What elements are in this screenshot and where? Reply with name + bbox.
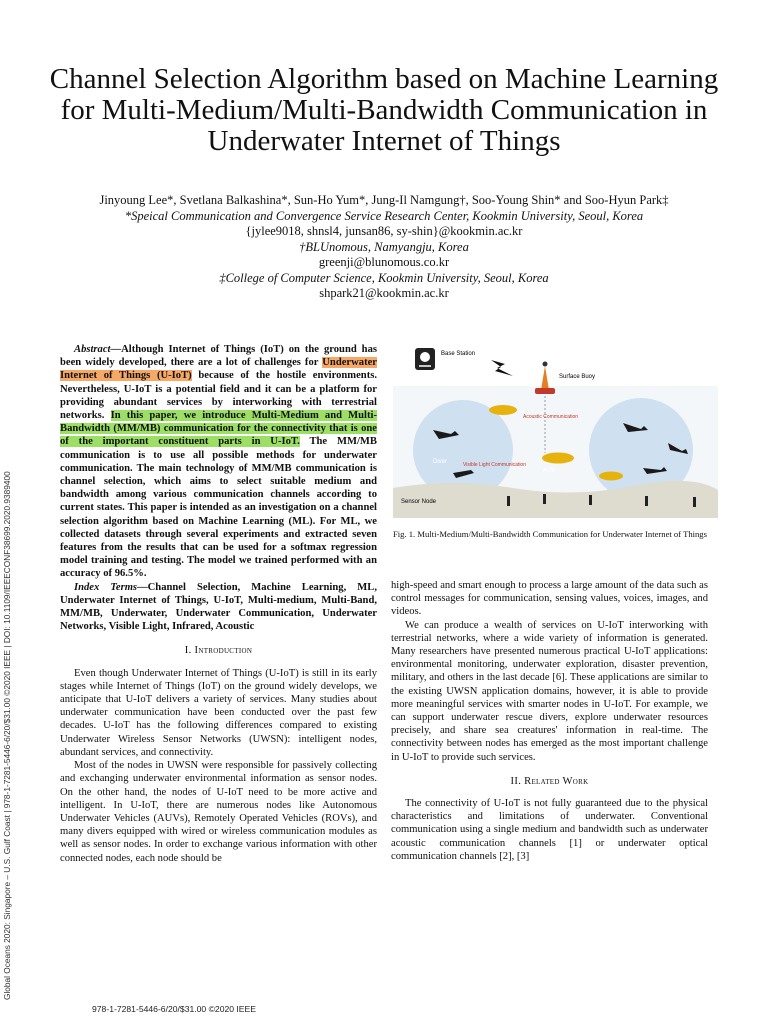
- left-column: [60, 343, 377, 865]
- affiliation-2: †BLUnomous, Namyangju, Korea: [299, 239, 469, 254]
- base-station-icon: [415, 348, 435, 370]
- label-surface-buoy: Surface Buoy: [559, 374, 596, 380]
- author-list: Jinyoung Lee*, Svetlana Balkashina*, Sun-Ho Yum*, Jung-Il Namgung†, Soo-Young Shin* and Soo-Hyun Park‡: [99, 193, 669, 207]
- label-base-station: Base Station: [441, 351, 476, 357]
- highlight-green: In this paper, we introduce Multi-Medium and Multi-Bandwidth (MM/MB) communication for the connectivity that is one of the important constituent parts in U-IoT.: [60, 410, 377, 448]
- label-visible-light: Visible Light Communication: [463, 462, 526, 468]
- label-diver: Diver: [433, 459, 448, 465]
- figure-1-illustration: [393, 338, 718, 518]
- section-heading-introduction: I. Introduction: [184, 645, 253, 657]
- doi-sidebar-text: Global Oceans 2020: Singapore – U.S. Gulf Coast | 978-1-7281-5446-6/20/$31.00 ©2020 IEEE | DOI: 10.1109/IEEECONF38699.2020.9389400: [2, 471, 12, 1000]
- right-paragraph-2: We can produce a wealth of services on U-IoT interworking with terrestrial networks, where a wide variety of information is generated. Many researchers have presented numerous practical U-IoT applications: environmental monitoring, underwater exploration, disaster prevention, military, and others in the last decade [6]. These applications are similar to the existing UWSN application domains, however, it is able to provide more meaningful services with smarter nodes in U-IoT. For example, we can support underwater rescue divers, explore underwater resources precisely, and share sea creatures' information in real-time. The connectivity between nodes has emerged as the most important challenge in U-IoT to provide such services.: [391, 619, 708, 763]
- label-sensor-node: Sensor Node: [401, 499, 437, 505]
- email-3: shpark21@kookmin.ac.kr: [319, 286, 449, 300]
- intro-paragraph-1: Even though Underwater Internet of Things (U-IoT) is still in its early stages while Internet of Things (IoT) on the ground widely develops, we anticipate that U-IoT delivers a variety of services. Many studies about underwater communication have been conducted over the past few decades. U-IoT has the following differences compared to existing Underwater Wireless Sensor Networks (UWSN): intelligent nodes, abundant services, and connectivity.: [60, 667, 377, 758]
- affiliation-3: ‡College of Computer Science, Kookmin University, Seoul, Korea: [219, 270, 549, 285]
- highlight-orange: Underwater Internet of Things (U-IoT): [60, 357, 377, 382]
- affiliation-1: *Speical Communication and Convergence Service Research Center, Kookmin University, Seoul, Korea: [124, 208, 644, 223]
- email-2: greenji@blunomous.co.kr: [318, 255, 450, 269]
- figure-caption: Fig. 1. Multi-Medium/Multi-Bandwidth Communication for Underwater Internet of Things: [393, 529, 707, 539]
- label-auv: AUV: [543, 468, 556, 474]
- right-column: [391, 579, 708, 863]
- index-terms-label: Index Terms: [74, 581, 138, 593]
- page-footer: 978-1-7281-5446-6/20/$31.00 ©2020 IEEE: [92, 1004, 257, 1014]
- right-paragraph-3: The connectivity of U-IoT is not fully guaranteed due to the physical characteristics and limitations of underwater. Conventional communication using a single medium and bandwidth such as underwater acoustic communication channels [1] or underwater optical communication channels [2], [3]: [391, 798, 708, 862]
- paper-title: Channel Selection Algorithm based on Machine Learning for Multi-Medium/Multi-Bandwidth Communication in Underwater Internet of Things: [49, 63, 719, 157]
- label-acoustic: Acoustic Communication: [523, 414, 579, 420]
- right-paragraph-1: high-speed and smart enough to process a large amount of the data such as control messages for communication, sensing values, voices, images, and videos.: [391, 580, 708, 618]
- section-heading-related-work: II. Related Work: [510, 775, 589, 787]
- index-terms: Index Terms—Channel Selection, Machine Learning, ML, Underwater Internet of Things, U-IoT, Multi-medium, Multi-Band, MM/MB, Underwater, Underwater Communication, Underwater Networks, Visible Light, Infrared, Acoustic: [60, 581, 377, 633]
- abstract: Abstract—Although Internet of Things (IoT) on the ground has been widely developed, there are a lot of challenges for Underwater Internet of Things (U-IoT) because of the hostile environments. Nevertheless, U-IoT is a potential field and it can be a platform for providing abundant services by interworking with terrestrial networks. In this paper, we introduce Multi-Medium and Multi-Bandwidth (MM/MB) communication for the connectivity that is one of the important constituent parts in U-IoT. The MM/MB communication is to use all possible methods for underwater communication. The main technology of MM/MB communication is channel selection, which aims to select suitable medium and bandwidth among various communication channels according to current states. This paper is intended as an investigation on a channel selection algorithm based on Machine Learning (ML). For ML, we collected datasets through several experiments and extracted seven features from the results that can be used for a softmax regression model training and testing. The model we trained performed with an accuracy of 96.5%.: [60, 344, 377, 580]
- abstract-label: Abstract: [74, 344, 111, 355]
- intro-paragraph-2: Most of the nodes in UWSN were responsible for passively collecting and exchanging underwater environmental information as sensor nodes. On the other hand, the nodes of U-IoT need to be more active and intelligent. In U-IoT, there are numerous nodes like Autonomous Underwater Vehicles (AUVs), Remotely Operated Vehicles (ROVs), and many divers equipped with wired or wireless communication modules as well as sensor nodes. In order to exchange various information with other connected nodes, each node should be: [60, 760, 377, 864]
- email-1: {jylee9018, shnsl4, junsan86, sy-shin}@kookmin.ac.kr: [245, 224, 523, 238]
- author-block: [40, 193, 728, 302]
